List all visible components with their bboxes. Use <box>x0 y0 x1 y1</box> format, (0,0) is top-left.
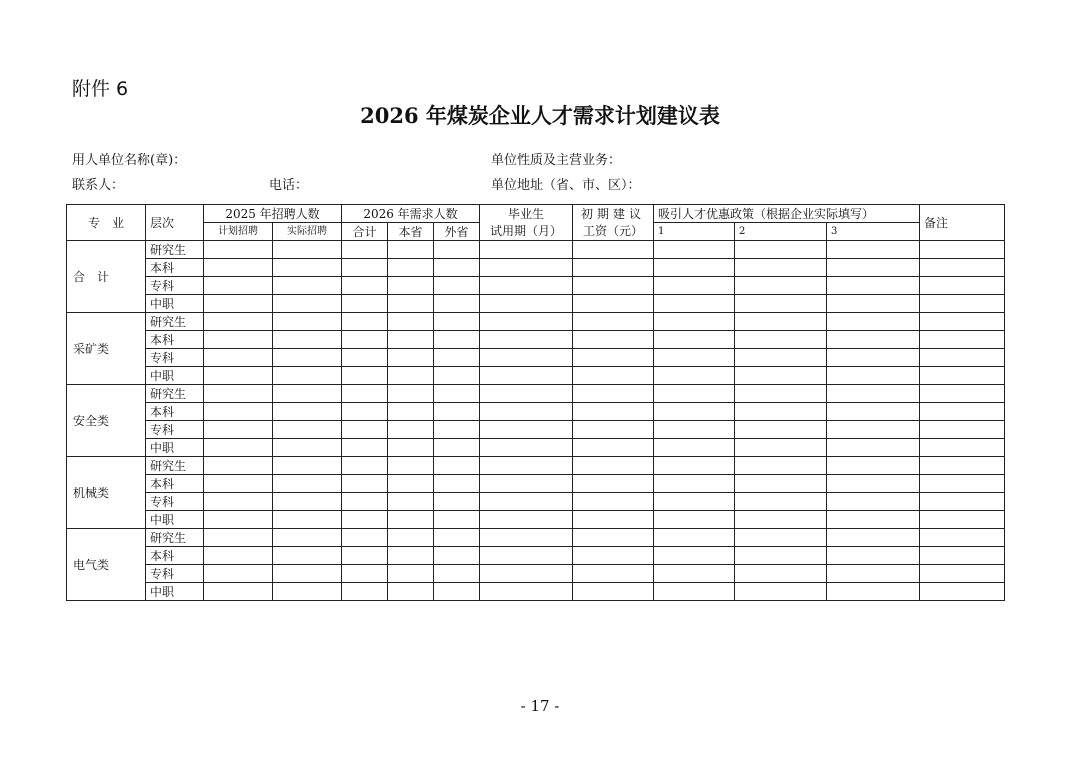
blank-cell[interactable] <box>480 295 573 313</box>
blank-cell[interactable] <box>573 565 654 583</box>
row-level-label: 中职 <box>146 367 204 385</box>
blank-cell[interactable] <box>735 277 827 295</box>
blank-cell[interactable] <box>342 367 388 385</box>
blank-cell[interactable] <box>654 313 735 331</box>
attachment-label: 附件 6 <box>72 78 129 100</box>
header-salary <box>573 205 654 241</box>
blank-cell[interactable] <box>273 241 342 259</box>
blank-cell[interactable] <box>273 493 342 511</box>
blank-cell[interactable] <box>342 403 388 421</box>
header-policy-3: 3 <box>827 223 920 241</box>
blank-cell[interactable] <box>434 439 480 457</box>
blank-cell[interactable] <box>827 349 920 367</box>
blank-cell[interactable] <box>654 385 735 403</box>
blank-cell[interactable] <box>480 331 573 349</box>
blank-cell[interactable] <box>388 277 434 295</box>
blank-cell[interactable] <box>388 295 434 313</box>
blank-cell[interactable] <box>434 421 480 439</box>
header-policy: 吸引人才优惠政策（根据企业实际填写） <box>654 205 920 223</box>
blank-cell[interactable] <box>573 313 654 331</box>
blank-cell[interactable] <box>920 259 1005 277</box>
blank-cell[interactable] <box>342 457 388 475</box>
blank-cell[interactable] <box>480 511 573 529</box>
blank-cell[interactable] <box>735 313 827 331</box>
blank-cell[interactable] <box>204 439 273 457</box>
table-row <box>67 385 1005 403</box>
blank-cell[interactable] <box>654 583 735 601</box>
blank-cell[interactable] <box>434 457 480 475</box>
blank-cell[interactable] <box>342 259 388 277</box>
blank-cell[interactable] <box>920 403 1005 421</box>
blank-cell[interactable] <box>573 259 654 277</box>
blank-cell[interactable] <box>573 547 654 565</box>
table-row <box>67 511 1005 529</box>
header-actual-recruit: 实际招聘 <box>273 223 342 241</box>
blank-cell[interactable] <box>342 493 388 511</box>
blank-cell[interactable] <box>342 529 388 547</box>
blank-cell[interactable] <box>434 493 480 511</box>
blank-cell[interactable] <box>654 547 735 565</box>
blank-cell[interactable] <box>827 295 920 313</box>
blank-cell[interactable] <box>480 583 573 601</box>
blank-cell[interactable] <box>480 349 573 367</box>
blank-cell[interactable] <box>204 385 273 403</box>
blank-cell[interactable] <box>654 421 735 439</box>
blank-cell[interactable] <box>388 349 434 367</box>
blank-cell[interactable] <box>204 529 273 547</box>
table-row <box>67 277 1005 295</box>
blank-cell[interactable] <box>273 313 342 331</box>
blank-cell[interactable] <box>342 511 388 529</box>
table-row <box>67 331 1005 349</box>
header-recruit-2025: 2025 年招聘人数 <box>204 205 342 223</box>
header-level: 层次 <box>146 205 204 241</box>
blank-cell[interactable] <box>573 457 654 475</box>
blank-cell[interactable] <box>735 295 827 313</box>
row-level-label: 专科 <box>146 565 204 583</box>
header-major: 专 业 <box>67 205 146 241</box>
blank-cell[interactable] <box>273 259 342 277</box>
blank-cell[interactable] <box>273 385 342 403</box>
blank-cell[interactable] <box>388 565 434 583</box>
blank-cell[interactable] <box>204 241 273 259</box>
row-group-label: 机械类 <box>67 457 146 529</box>
blank-cell[interactable] <box>204 511 273 529</box>
blank-cell[interactable] <box>827 529 920 547</box>
blank-cell[interactable] <box>827 457 920 475</box>
blank-cell[interactable] <box>204 331 273 349</box>
blank-cell[interactable] <box>573 385 654 403</box>
blank-cell[interactable] <box>920 583 1005 601</box>
blank-cell[interactable] <box>388 547 434 565</box>
blank-cell[interactable] <box>204 421 273 439</box>
blank-cell[interactable] <box>735 349 827 367</box>
table-row <box>67 421 1005 439</box>
blank-cell[interactable] <box>827 421 920 439</box>
blank-cell[interactable] <box>573 439 654 457</box>
blank-cell[interactable] <box>342 421 388 439</box>
blank-cell[interactable] <box>480 493 573 511</box>
blank-cell[interactable] <box>573 403 654 421</box>
blank-cell[interactable] <box>388 403 434 421</box>
blank-cell[interactable] <box>920 511 1005 529</box>
blank-cell[interactable] <box>735 259 827 277</box>
blank-cell[interactable] <box>342 277 388 295</box>
blank-cell[interactable] <box>920 565 1005 583</box>
table-row <box>67 259 1005 277</box>
blank-cell[interactable] <box>434 547 480 565</box>
blank-cell[interactable] <box>204 277 273 295</box>
blank-cell[interactable] <box>573 583 654 601</box>
blank-cell[interactable] <box>920 475 1005 493</box>
table-row <box>67 241 1005 259</box>
blank-cell[interactable] <box>388 457 434 475</box>
blank-cell[interactable] <box>573 277 654 295</box>
row-group-label: 安全类 <box>67 385 146 457</box>
table-row <box>67 565 1005 583</box>
blank-cell[interactable] <box>654 565 735 583</box>
blank-cell[interactable] <box>434 331 480 349</box>
blank-cell[interactable] <box>388 313 434 331</box>
blank-cell[interactable] <box>273 331 342 349</box>
blank-cell[interactable] <box>204 295 273 313</box>
page-title: 2026 年煤炭企业人才需求计划建议表 <box>360 103 720 128</box>
blank-cell[interactable] <box>342 331 388 349</box>
header-row-1 <box>67 205 1005 223</box>
blank-cell[interactable] <box>388 385 434 403</box>
blank-cell[interactable] <box>273 367 342 385</box>
blank-cell[interactable] <box>573 295 654 313</box>
blank-cell[interactable] <box>388 367 434 385</box>
unit-address-label: 单位地址（省、市、区）： <box>491 178 641 193</box>
header-out-province: 外省 <box>434 223 480 241</box>
blank-cell[interactable] <box>204 403 273 421</box>
blank-cell[interactable] <box>735 583 827 601</box>
blank-cell[interactable] <box>204 349 273 367</box>
blank-cell[interactable] <box>342 385 388 403</box>
blank-cell[interactable] <box>827 331 920 349</box>
blank-cell[interactable] <box>735 385 827 403</box>
blank-cell[interactable] <box>388 529 434 547</box>
blank-cell[interactable] <box>827 511 920 529</box>
row-group-label: 采矿类 <box>67 313 146 385</box>
header-in-province: 本省 <box>388 223 434 241</box>
blank-cell[interactable] <box>434 367 480 385</box>
table-row <box>67 403 1005 421</box>
row-level-label: 专科 <box>146 277 204 295</box>
row-level-label: 研究生 <box>146 457 204 475</box>
blank-cell[interactable] <box>388 475 434 493</box>
blank-cell[interactable] <box>654 475 735 493</box>
blank-cell[interactable] <box>735 457 827 475</box>
blank-cell[interactable] <box>273 547 342 565</box>
header-demand-2026: 2026 年需求人数 <box>342 205 480 223</box>
blank-cell[interactable] <box>388 439 434 457</box>
blank-cell[interactable] <box>654 295 735 313</box>
blank-cell[interactable] <box>735 421 827 439</box>
blank-cell[interactable] <box>480 313 573 331</box>
blank-cell[interactable] <box>434 565 480 583</box>
blank-cell[interactable] <box>342 313 388 331</box>
contact-person-label: 联系人： <box>72 178 125 193</box>
blank-cell[interactable] <box>654 259 735 277</box>
row-level-label: 中职 <box>146 295 204 313</box>
blank-cell[interactable] <box>273 421 342 439</box>
blank-cell[interactable] <box>480 421 573 439</box>
blank-cell[interactable] <box>480 403 573 421</box>
blank-cell[interactable] <box>273 583 342 601</box>
blank-cell[interactable] <box>654 439 735 457</box>
header-salary-line2: 工资（元） <box>583 223 644 238</box>
blank-cell[interactable] <box>920 367 1005 385</box>
blank-cell[interactable] <box>273 439 342 457</box>
row-level-label: 本科 <box>146 547 204 565</box>
blank-cell[interactable] <box>480 457 573 475</box>
blank-cell[interactable] <box>920 547 1005 565</box>
blank-cell[interactable] <box>204 475 273 493</box>
blank-cell[interactable] <box>480 547 573 565</box>
blank-cell[interactable] <box>434 241 480 259</box>
blank-cell[interactable] <box>573 475 654 493</box>
blank-cell[interactable] <box>388 259 434 277</box>
blank-cell[interactable] <box>388 421 434 439</box>
row-group-label: 合 计 <box>67 241 146 313</box>
blank-cell[interactable] <box>204 583 273 601</box>
header-policy-1: 1 <box>654 223 735 241</box>
blank-cell[interactable] <box>342 547 388 565</box>
row-level-label: 研究生 <box>146 313 204 331</box>
blank-cell[interactable] <box>827 439 920 457</box>
blank-cell[interactable] <box>480 439 573 457</box>
blank-cell[interactable] <box>654 331 735 349</box>
blank-cell[interactable] <box>388 493 434 511</box>
blank-cell[interactable] <box>920 241 1005 259</box>
blank-cell[interactable] <box>273 349 342 367</box>
blank-cell[interactable] <box>573 529 654 547</box>
blank-cell[interactable] <box>204 565 273 583</box>
row-level-label: 本科 <box>146 403 204 421</box>
blank-cell[interactable] <box>920 295 1005 313</box>
row-level-label: 专科 <box>146 421 204 439</box>
blank-cell[interactable] <box>735 547 827 565</box>
blank-cell[interactable] <box>388 241 434 259</box>
blank-cell[interactable] <box>434 403 480 421</box>
blank-cell[interactable] <box>204 547 273 565</box>
blank-cell[interactable] <box>735 439 827 457</box>
blank-cell[interactable] <box>342 565 388 583</box>
blank-cell[interactable] <box>654 349 735 367</box>
row-level-label: 研究生 <box>146 241 204 259</box>
blank-cell[interactable] <box>920 313 1005 331</box>
blank-cell[interactable] <box>480 277 573 295</box>
blank-cell[interactable] <box>273 457 342 475</box>
blank-cell[interactable] <box>920 385 1005 403</box>
row-level-label: 专科 <box>146 493 204 511</box>
row-level-label: 本科 <box>146 475 204 493</box>
blank-cell[interactable] <box>827 313 920 331</box>
blank-cell[interactable] <box>920 457 1005 475</box>
row-level-label: 中职 <box>146 511 204 529</box>
row-level-label: 本科 <box>146 331 204 349</box>
row-group-label: 电气类 <box>67 529 146 601</box>
blank-cell[interactable] <box>204 493 273 511</box>
blank-cell[interactable] <box>573 367 654 385</box>
blank-cell[interactable] <box>827 277 920 295</box>
blank-cell[interactable] <box>735 511 827 529</box>
blank-cell[interactable] <box>434 277 480 295</box>
blank-cell[interactable] <box>735 475 827 493</box>
table-row <box>67 547 1005 565</box>
row-level-label: 中职 <box>146 439 204 457</box>
row-level-label: 研究生 <box>146 385 204 403</box>
blank-cell[interactable] <box>735 331 827 349</box>
blank-cell[interactable] <box>827 403 920 421</box>
blank-cell[interactable] <box>342 475 388 493</box>
blank-cell[interactable] <box>920 349 1005 367</box>
blank-cell[interactable] <box>273 295 342 313</box>
table-row <box>67 475 1005 493</box>
blank-cell[interactable] <box>920 277 1005 295</box>
blank-cell[interactable] <box>735 241 827 259</box>
blank-cell[interactable] <box>388 511 434 529</box>
blank-cell[interactable] <box>654 241 735 259</box>
blank-cell[interactable] <box>920 331 1005 349</box>
blank-cell[interactable] <box>920 421 1005 439</box>
blank-cell[interactable] <box>204 367 273 385</box>
blank-cell[interactable] <box>920 439 1005 457</box>
blank-cell[interactable] <box>827 583 920 601</box>
blank-cell[interactable] <box>273 511 342 529</box>
blank-cell[interactable] <box>735 493 827 511</box>
table-row <box>67 367 1005 385</box>
blank-cell[interactable] <box>735 529 827 547</box>
blank-cell[interactable] <box>480 385 573 403</box>
talent-demand-table <box>66 204 1005 601</box>
blank-cell[interactable] <box>273 529 342 547</box>
blank-cell[interactable] <box>388 331 434 349</box>
blank-cell[interactable] <box>654 367 735 385</box>
blank-cell[interactable] <box>654 457 735 475</box>
blank-cell[interactable] <box>204 313 273 331</box>
blank-cell[interactable] <box>827 241 920 259</box>
blank-cell[interactable] <box>273 565 342 583</box>
table-row <box>67 313 1005 331</box>
blank-cell[interactable] <box>827 565 920 583</box>
blank-cell[interactable] <box>480 529 573 547</box>
blank-cell[interactable] <box>434 583 480 601</box>
blank-cell[interactable] <box>735 367 827 385</box>
blank-cell[interactable] <box>827 493 920 511</box>
blank-cell[interactable] <box>204 457 273 475</box>
blank-cell[interactable] <box>827 547 920 565</box>
blank-cell[interactable] <box>480 367 573 385</box>
table-row <box>67 529 1005 547</box>
blank-cell[interactable] <box>273 277 342 295</box>
table-row <box>67 457 1005 475</box>
blank-cell[interactable] <box>480 241 573 259</box>
blank-cell[interactable] <box>827 385 920 403</box>
blank-cell[interactable] <box>273 475 342 493</box>
blank-cell[interactable] <box>342 439 388 457</box>
blank-cell[interactable] <box>654 403 735 421</box>
blank-cell[interactable] <box>434 349 480 367</box>
blank-cell[interactable] <box>573 421 654 439</box>
row-level-label: 研究生 <box>146 529 204 547</box>
table-row <box>67 439 1005 457</box>
header-remarks: 备注 <box>920 205 1005 241</box>
blank-cell[interactable] <box>204 259 273 277</box>
blank-cell[interactable] <box>273 403 342 421</box>
blank-cell[interactable] <box>434 313 480 331</box>
blank-cell[interactable] <box>480 475 573 493</box>
row-level-label: 专科 <box>146 349 204 367</box>
blank-cell[interactable] <box>388 583 434 601</box>
blank-cell[interactable] <box>573 349 654 367</box>
blank-cell[interactable] <box>434 529 480 547</box>
blank-cell[interactable] <box>920 529 1005 547</box>
header-plan-recruit: 计划招聘 <box>204 223 273 241</box>
blank-cell[interactable] <box>342 241 388 259</box>
header-probation <box>480 205 573 241</box>
blank-cell[interactable] <box>654 277 735 295</box>
blank-cell[interactable] <box>342 349 388 367</box>
header-probation-line1: 毕业生 <box>508 206 545 221</box>
blank-cell[interactable] <box>920 493 1005 511</box>
blank-cell[interactable] <box>434 259 480 277</box>
table-row <box>67 349 1005 367</box>
blank-cell[interactable] <box>573 511 654 529</box>
row-level-label: 中职 <box>146 583 204 601</box>
blank-cell[interactable] <box>480 259 573 277</box>
blank-cell[interactable] <box>654 511 735 529</box>
table-row <box>67 583 1005 601</box>
blank-cell[interactable] <box>573 331 654 349</box>
blank-cell[interactable] <box>434 475 480 493</box>
header-policy-2: 2 <box>735 223 827 241</box>
table-row <box>67 493 1005 511</box>
blank-cell[interactable] <box>573 241 654 259</box>
unit-nature-label: 单位性质及主营业务： <box>491 153 622 168</box>
blank-cell[interactable] <box>342 295 388 313</box>
blank-cell[interactable] <box>434 295 480 313</box>
blank-cell[interactable] <box>434 385 480 403</box>
blank-cell[interactable] <box>342 583 388 601</box>
table-row <box>67 295 1005 313</box>
blank-cell[interactable] <box>654 493 735 511</box>
blank-cell[interactable] <box>573 493 654 511</box>
blank-cell[interactable] <box>480 565 573 583</box>
header-probation-line2: 试用期（月） <box>490 223 563 238</box>
blank-cell[interactable] <box>827 475 920 493</box>
blank-cell[interactable] <box>654 529 735 547</box>
blank-cell[interactable] <box>827 259 920 277</box>
employer-name-label: 用人单位名称(章)： <box>72 153 187 168</box>
header-salary-line1: 初期建议 <box>581 206 646 221</box>
phone-label: 电话： <box>269 178 309 193</box>
blank-cell[interactable] <box>735 565 827 583</box>
blank-cell[interactable] <box>827 367 920 385</box>
blank-cell[interactable] <box>434 511 480 529</box>
page-number: - 17 - <box>520 697 560 715</box>
row-level-label: 本科 <box>146 259 204 277</box>
blank-cell[interactable] <box>735 403 827 421</box>
header-total: 合计 <box>342 223 388 241</box>
